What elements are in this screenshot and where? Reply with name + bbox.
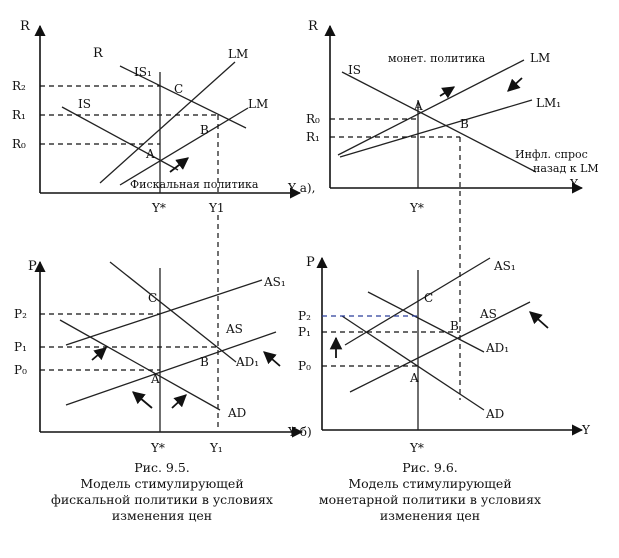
y1-label: Y1 (209, 201, 225, 215)
lm-shift-back-arrow-icon (508, 78, 522, 91)
as-label: AS (480, 307, 497, 321)
lm-shift-arrow-icon (440, 87, 454, 96)
lm-label: LM (228, 47, 249, 61)
y-axis-label: Y а), (288, 181, 316, 195)
caption-right-line-1: Рис. 9.6. (402, 460, 458, 475)
as1-label: AS₁ (494, 259, 516, 273)
point-b: B (460, 117, 469, 131)
point-a: A (414, 99, 423, 113)
as-label: AS (226, 322, 243, 336)
panel-adas-monetary (298, 255, 591, 455)
lm-label-2: LM (248, 97, 269, 111)
r0-label: R₀ (306, 112, 320, 126)
is-label: IS (78, 97, 91, 111)
y1-label: Y₁ (210, 441, 223, 455)
point-b: B (450, 319, 459, 333)
caption-right-line-2: Модель стимулирующей (348, 476, 512, 491)
ad-shift-arrow-2-icon (172, 395, 186, 408)
ystar-label: Y* (152, 201, 166, 215)
ad-shift-arrow-icon (92, 348, 106, 360)
caption-right (319, 460, 541, 523)
caption-left-line-1: Рис. 9.5. (134, 460, 190, 475)
as1-shift-arrow-icon (264, 352, 280, 366)
lm-curve-2 (120, 108, 248, 185)
ad1-curve (110, 262, 236, 362)
ystar-label: Y* (410, 201, 424, 215)
is1-label: IS₁ (134, 65, 152, 79)
p0-label: P₀ (298, 359, 311, 373)
r1-label: R₁ (306, 130, 320, 144)
point-b: B (200, 123, 209, 137)
panel-islm-fiscal (12, 19, 315, 215)
point-c: C (424, 291, 434, 305)
infl-demand-label-2: назад к LM (533, 162, 599, 175)
r2-label: R₂ (12, 79, 26, 93)
caption-right-line-3: монетарной политики в условиях (318, 492, 542, 507)
ad-label: AD (486, 407, 505, 421)
point-a: A (146, 147, 155, 161)
point-a: A (410, 371, 419, 385)
point-c: C (148, 291, 158, 305)
point-a: A (151, 372, 160, 386)
ad-curve (342, 316, 484, 410)
as-shift-arrow-icon (133, 392, 152, 408)
r-axis-label-2: R (93, 46, 103, 61)
y-axis-label: Y (570, 177, 578, 191)
caption-left-line-2: Модель стимулирующей (80, 476, 244, 491)
as1-label: AS₁ (264, 275, 286, 289)
p2-label: P₂ (298, 309, 311, 323)
r-axis-label: R (20, 19, 30, 34)
lm1-label: LM₁ (536, 96, 562, 110)
r1-label: R₁ (12, 108, 26, 122)
ad1-label: AD₁ (236, 355, 260, 369)
is-curve (342, 72, 536, 172)
lm-label: LM (530, 51, 551, 65)
caption-left (51, 460, 273, 523)
point-c: C (174, 82, 184, 96)
ad1-label: AD₁ (486, 341, 510, 355)
ystar-label: Y* (410, 441, 424, 455)
p-axis-label: P (28, 259, 37, 274)
fiscal-policy-label: Фискальная политика (130, 178, 259, 191)
p2-label: P₂ (14, 307, 27, 321)
lm-curve (338, 60, 524, 155)
panel-adas-fiscal (14, 259, 312, 455)
monetary-policy-label: монет. политика (388, 52, 486, 65)
p0-label: P₀ (14, 363, 27, 377)
p1-label: P₁ (298, 325, 311, 339)
point-b: B (200, 355, 209, 369)
infl-demand-label-1: Инфл. спрос (515, 148, 588, 161)
ystar-label: Y* (151, 441, 165, 455)
is-label: IS (348, 63, 361, 77)
p1-label: P₁ (14, 340, 27, 354)
as-shift-arrow-icon (530, 312, 548, 328)
caption-left-line-4: изменения цен (111, 508, 213, 523)
ad-curve (60, 320, 220, 410)
y-axis-label: Y б) (288, 425, 312, 439)
r0-label: R₀ (12, 137, 26, 151)
caption-right-line-4: изменения цен (379, 508, 481, 523)
caption-left-line-3: фискальной политики в условиях (51, 492, 273, 507)
y-axis-label: Y (582, 423, 590, 437)
p-axis-label: P (306, 255, 315, 270)
r-axis-label: R (308, 19, 318, 34)
shift-arrow-icon (170, 158, 188, 172)
panel-islm-monetary (306, 19, 599, 400)
ad-label: AD (228, 406, 247, 420)
lm1-curve (340, 100, 532, 157)
